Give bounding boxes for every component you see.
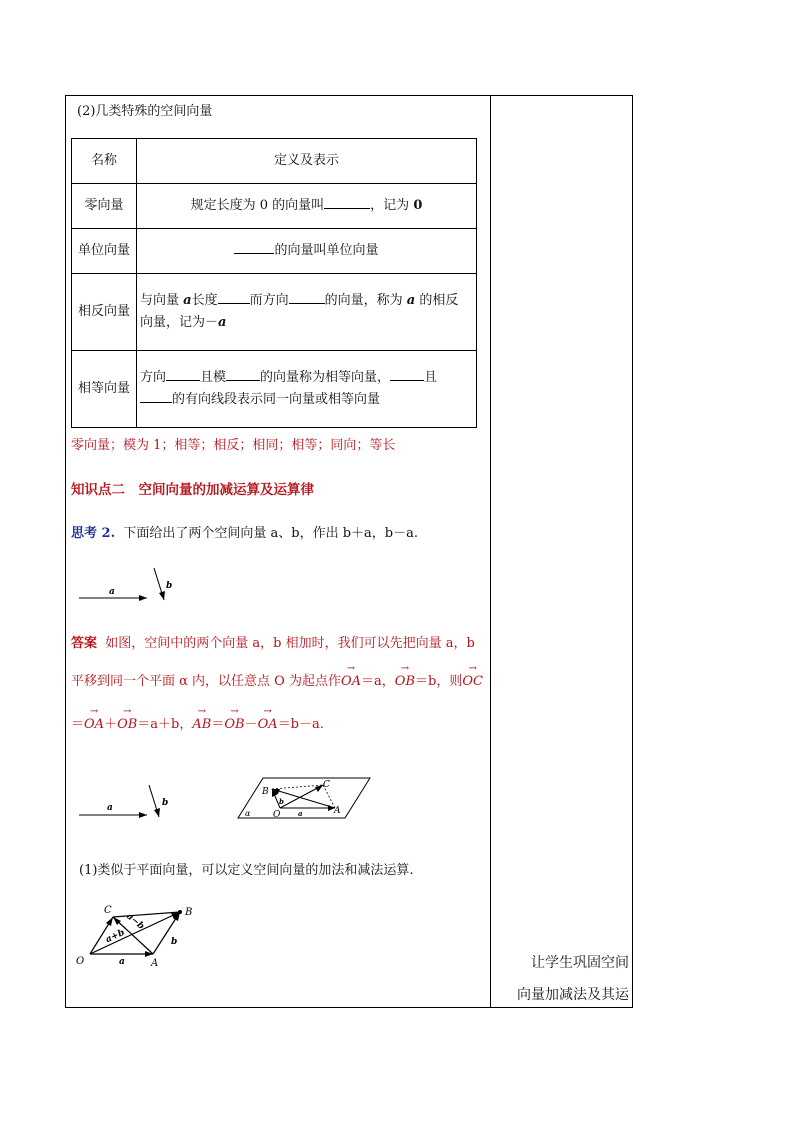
svg-text:a+b: a+b <box>104 927 127 946</box>
svg-text:C: C <box>104 905 112 916</box>
fill-blank <box>218 291 250 304</box>
table-row: 单位向量 的向量叫单位向量 <box>72 229 477 274</box>
vector-addition-subtraction-figure <box>70 897 210 972</box>
think-label: 思考 2. <box>71 526 116 541</box>
answer-line-3: ＝→ OA＋→ OB＝a＋b，→ AB＝→ OB－→ OA＝b－a. <box>71 716 486 734</box>
answer-line-1: 答案 如图，空间中的两个向量 a，b 相加时，我们可以先把向量 a，b <box>71 636 475 651</box>
svg-text:B: B <box>262 787 269 797</box>
svg-text:b: b <box>171 937 178 947</box>
svg-text:O: O <box>76 956 85 967</box>
col-header-definition: 定义及表示 <box>137 139 477 184</box>
svg-text:b: b <box>162 798 169 808</box>
vectors-a-b-figure-1 <box>75 560 185 610</box>
label-b: b <box>166 581 173 591</box>
col-header-name: 名称 <box>72 139 137 184</box>
addition-subtraction-statement: (1)类似于平面向量，可以定义空间向量的加法和减法运算. <box>79 863 414 878</box>
fill-blank <box>166 368 200 381</box>
table-row: 零向量 规定长度为 0 的向量叫 ，记为 0 <box>72 184 477 229</box>
knowledge-point-heading: 知识点二 空间向量的加减运算及运算律 <box>71 482 314 498</box>
svg-text:a−b: a−b <box>124 911 146 932</box>
fill-blank <box>289 291 325 304</box>
teaching-note-line-2: 向量加减法及其运 <box>517 987 629 1003</box>
fill-blank <box>324 196 370 209</box>
fill-blank <box>140 390 172 403</box>
answer-label: 答案 <box>71 636 98 651</box>
think-question <box>71 522 418 541</box>
table-row: 相等向量 方向 且模 的向量称为相等向量， 且 的有向线段表示同一向量或相等向量 <box>72 351 477 428</box>
fill-blank <box>226 368 260 381</box>
vectors-a-b-figure-2 <box>75 775 185 825</box>
svg-text:A: A <box>334 806 341 816</box>
teaching-note-line-1: 让学生巩固空间 <box>531 955 629 971</box>
svg-text:α: α <box>245 809 251 818</box>
column-divider <box>490 95 491 1008</box>
think-text: 下面给出了两个空间向量 a、b，作出 b＋a，b－a. <box>123 526 418 541</box>
svg-text:a: a <box>298 809 303 818</box>
parallelogram-plane-figure <box>235 775 375 825</box>
section-heading: (2)几类特殊的空间向量 <box>77 104 213 119</box>
answer-line-2: 平移到同一个平面 α 内，以任意点 O 为起点作→ OA＝a，→ OB＝b，则→ OC <box>71 673 486 691</box>
svg-text:O: O <box>273 810 281 820</box>
svg-text:a: a <box>119 957 125 967</box>
special-vectors-table <box>71 138 477 428</box>
svg-text:a: a <box>107 803 113 813</box>
svg-text:b: b <box>279 797 284 806</box>
table-row: 相反向量 与向量 a长度 而方向 的向量，称为 a 的相反 向量，记为－a <box>72 274 477 351</box>
svg-text:C: C <box>323 780 330 790</box>
fill-blank <box>234 241 274 254</box>
svg-text:B: B <box>185 907 193 918</box>
fill-answers: 零向量；模为 1；相等；相反；相同；相等；同向；等长 <box>71 438 396 453</box>
label-a: a <box>109 587 115 597</box>
svg-text:A: A <box>151 958 159 969</box>
fill-blank <box>390 368 424 381</box>
